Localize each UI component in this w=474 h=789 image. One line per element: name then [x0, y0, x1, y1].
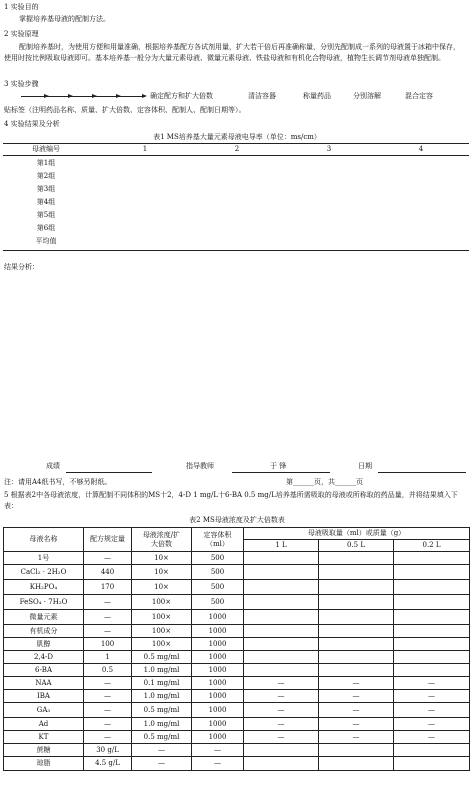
section5-text: 5 根据表2中各母液浓度，计算配制不同体积的MS十2，4-D 1 mg/L十6-BA 0.5 mg/L培养基所需吸取的母液或所称取的药品量，并将结果填入下表：	[4, 491, 458, 510]
t2-cell-amount: —	[84, 677, 132, 690]
table1-header-2: 2	[234, 145, 240, 153]
t2-cell-vol: 1000	[192, 625, 244, 638]
t2-cell-conc: —	[132, 744, 192, 757]
t2-cell-amount: —	[84, 552, 132, 565]
table-row	[4, 677, 470, 690]
t2-cell-amount: 100	[84, 638, 132, 651]
t2-cell-name: 肌醇	[4, 638, 84, 651]
t2-cell-b	[319, 638, 394, 651]
flow-step-3: 称量药品	[303, 92, 331, 100]
t2-cell-a: —	[244, 703, 319, 718]
table1-bottom-rule	[3, 250, 469, 251]
t2-cell-name: CaCl₂ · 2H₂O	[4, 565, 84, 580]
table-row	[4, 638, 470, 651]
t2-cell-vol: 500	[192, 552, 244, 565]
t2-cell-a	[244, 552, 319, 565]
t2-cell-conc: 10×	[132, 552, 192, 565]
table1-row-1: 第1组	[36, 159, 56, 167]
t2-cell-name: 1号	[4, 552, 84, 565]
t2-cell-vol: 1000	[192, 677, 244, 690]
t2-cell-c	[394, 664, 470, 677]
note-text: 注：请用A4纸书写，不够另附纸。	[4, 478, 112, 486]
table-row	[4, 610, 470, 625]
section2-heading: 2 实验原理	[4, 30, 39, 38]
table-row	[4, 703, 470, 718]
t2-cell-b	[319, 610, 394, 625]
flow-step-1: 确定配方和扩大倍数	[150, 92, 213, 100]
teacher-name: 于 锋	[270, 462, 287, 470]
t2-cell-conc: 1.0 mg/ml	[132, 664, 192, 677]
t2-cell-c	[394, 552, 470, 565]
t2-head-amount: 配方规定量	[84, 528, 132, 552]
t2-cell-a: —	[244, 690, 319, 703]
t2-cell-name: 琼脂	[4, 757, 84, 771]
t2-cell-b	[319, 757, 394, 771]
section4-heading: 4 实验结果及分析	[4, 120, 60, 128]
flow-step-2: 清洁容器	[248, 92, 276, 100]
t2-cell-c	[394, 625, 470, 638]
t2-cell-a	[244, 580, 319, 595]
table1-row-6: 第6组	[36, 224, 56, 232]
t2-head-05l: 0.5 L	[319, 540, 394, 552]
t2-cell-a	[244, 664, 319, 677]
t2-cell-c: —	[394, 677, 470, 690]
section2-paragraph: 配制培养基时，为使用方便和用量准确，根据培养基配方各试剂用量，扩大若干倍后再准确称量，分别先配制成一系列的母液置于冰箱中保存，使用时按比例吸取母液即可。基本培养基一般分为大量元素母液、微量元素母液、铁盐母液和有机化合物母液，植物生长调节剂母液单独配制。	[4, 43, 460, 62]
t2-cell-c	[394, 595, 470, 610]
t2-head-1l: 1 L	[244, 540, 319, 552]
t2-cell-name: 蔗糖	[4, 744, 84, 757]
t2-cell-c	[394, 580, 470, 595]
table-row	[4, 664, 470, 677]
table-row	[4, 625, 470, 638]
t2-cell-a	[244, 610, 319, 625]
t2-cell-c: —	[394, 690, 470, 703]
table1-row-5: 第5组	[36, 211, 56, 219]
t2-cell-name: 微量元素	[4, 610, 84, 625]
t2-cell-name: Ad	[4, 718, 84, 731]
t2-cell-vol: 500	[192, 580, 244, 595]
table-row	[4, 731, 470, 744]
t2-cell-amount: 170	[84, 580, 132, 595]
page-count: 第______页，共______页	[286, 478, 363, 486]
t2-cell-conc: 10×	[132, 565, 192, 580]
t2-cell-b	[319, 565, 394, 580]
t2-cell-a: —	[244, 677, 319, 690]
table1-head-rule	[3, 155, 469, 156]
table1-top-rule	[3, 143, 469, 144]
flow-step-5: 混合定容	[405, 92, 433, 100]
t2-cell-name: NAA	[4, 677, 84, 690]
table-row	[4, 565, 470, 580]
t2-cell-a	[244, 595, 319, 610]
t2-cell-name: GA₃	[4, 703, 84, 718]
table2	[3, 527, 470, 771]
t2-cell-conc: 100×	[132, 595, 192, 610]
table-row	[4, 744, 470, 757]
t2-cell-b: —	[319, 731, 394, 744]
t2-cell-a	[244, 757, 319, 771]
table1-header-id: 母液编号	[32, 145, 60, 153]
t2-cell-vol: —	[192, 757, 244, 771]
date-line	[378, 472, 466, 473]
t2-cell-c: —	[394, 703, 470, 718]
t2-cell-amount: 0.5	[84, 664, 132, 677]
t2-cell-name: 有机成分	[4, 625, 84, 638]
t2-cell-b	[319, 580, 394, 595]
t2-cell-c	[394, 757, 470, 771]
t2-cell-c	[394, 565, 470, 580]
table1-header-4: 4	[418, 145, 424, 153]
t2-cell-b	[319, 595, 394, 610]
teacher-label: 指导教师	[186, 462, 214, 470]
t2-cell-conc: 100×	[132, 625, 192, 638]
t2-cell-amount: —	[84, 625, 132, 638]
t2-cell-amount: —	[84, 690, 132, 703]
t2-cell-b	[319, 625, 394, 638]
t2-cell-c: —	[394, 718, 470, 731]
t2-cell-amount: 4.5 g/L	[84, 757, 132, 771]
t2-cell-b	[319, 744, 394, 757]
t2-cell-amount: 30 g/L	[84, 744, 132, 757]
t2-cell-vol: 500	[192, 565, 244, 580]
t2-cell-vol: 1000	[192, 638, 244, 651]
flow-step-6: 贴标签（注明药品名称、质量、扩大倍数、定容体积、配制人、配制日期等）。	[4, 106, 246, 114]
t2-head-02l: 0.2 L	[394, 540, 470, 552]
table1-row-avg: 平均值	[35, 237, 57, 245]
t2-cell-conc: 0.5 mg/ml	[132, 703, 192, 718]
t2-cell-b: —	[319, 703, 394, 718]
t2-cell-amount: —	[84, 731, 132, 744]
t2-cell-conc: 1.0 mg/ml	[132, 718, 192, 731]
t2-head-vol: 定容体积 （ml）	[192, 528, 244, 552]
t2-cell-c: —	[394, 731, 470, 744]
t2-cell-c	[394, 638, 470, 651]
t2-cell-a: —	[244, 731, 319, 744]
section3-heading: 3 实验步骤	[4, 80, 39, 88]
t2-head-name: 母液名称	[4, 528, 84, 552]
t2-cell-vol: 500	[192, 595, 244, 610]
table1-header-1: 1	[142, 145, 148, 153]
t2-cell-vol: —	[192, 744, 244, 757]
t2-cell-name: KH₂PO₄	[4, 580, 84, 595]
t2-cell-amount: —	[84, 703, 132, 718]
t2-cell-b: —	[319, 718, 394, 731]
table1-header-3: 3	[326, 145, 332, 153]
t2-cell-name: IBA	[4, 690, 84, 703]
t2-cell-name: KT	[4, 731, 84, 744]
t2-head-conc: 母液浓度/扩 大倍数	[132, 528, 192, 552]
t2-cell-b	[319, 651, 394, 664]
t2-cell-conc: 0.5 mg/ml	[132, 651, 192, 664]
t2-cell-b: —	[319, 677, 394, 690]
t2-cell-conc: 0.5 mg/ml	[132, 731, 192, 744]
t2-cell-a: —	[244, 718, 319, 731]
t2-cell-amount: 440	[84, 565, 132, 580]
t2-cell-amount: —	[84, 610, 132, 625]
t2-cell-name: 6-BA	[4, 664, 84, 677]
table-row	[4, 690, 470, 703]
table1-caption: 表1 MS培养基大量元素母液电导率（单位：ms/cm）	[153, 133, 321, 141]
table-row	[4, 595, 470, 610]
t2-cell-conc: 0.1 mg/ml	[132, 677, 192, 690]
t2-cell-a	[244, 744, 319, 757]
table-row	[4, 718, 470, 731]
t2-cell-name: FeSO₄ · 7H₂O	[4, 595, 84, 610]
t2-cell-a	[244, 625, 319, 638]
t2-cell-b	[319, 552, 394, 565]
table1-row-2: 第2组	[36, 172, 56, 180]
table-row	[4, 757, 470, 771]
score-label: 成绩	[46, 462, 60, 470]
table1-row-4: 第4组	[36, 198, 56, 206]
t2-cell-amount: —	[84, 595, 132, 610]
t2-cell-a	[244, 638, 319, 651]
t2-cell-c	[394, 744, 470, 757]
teacher-line	[232, 472, 330, 473]
analysis-label: 结果分析：	[4, 263, 39, 271]
table1-row-3: 第3组	[36, 185, 56, 193]
section1-heading: 1 实验目的	[4, 3, 39, 11]
t2-cell-name: 2,4-D	[4, 651, 84, 664]
table-row	[4, 580, 470, 595]
t2-cell-vol: 1000	[192, 664, 244, 677]
table-row	[4, 651, 470, 664]
table2-caption: 表2 MS母液浓度及扩大倍数表	[189, 516, 285, 524]
t2-cell-vol: 1000	[192, 690, 244, 703]
t2-cell-conc: 100×	[132, 610, 192, 625]
t2-cell-c	[394, 610, 470, 625]
t2-cell-vol: 1000	[192, 718, 244, 731]
t2-cell-a	[244, 651, 319, 664]
t2-cell-conc: 100×	[132, 638, 192, 651]
table-row	[4, 552, 470, 565]
t2-head-draw: 母液吸取量（ml）或质量（g）	[244, 528, 470, 540]
t2-cell-conc: 1.0 mg/ml	[132, 690, 192, 703]
t2-cell-conc: 10×	[132, 580, 192, 595]
t2-cell-vol: 1000	[192, 610, 244, 625]
t2-cell-a	[244, 565, 319, 580]
t2-cell-conc: —	[132, 757, 192, 771]
t2-cell-amount: 1	[84, 651, 132, 664]
date-label: 日期	[358, 462, 372, 470]
flow-step-4: 分别溶解	[353, 92, 381, 100]
t2-cell-b	[319, 664, 394, 677]
section1-text: 掌握培养基母液的配制方法。	[19, 15, 110, 23]
t2-cell-amount: —	[84, 718, 132, 731]
t2-cell-vol: 1000	[192, 651, 244, 664]
t2-cell-vol: 1000	[192, 703, 244, 718]
t2-cell-b: —	[319, 690, 394, 703]
score-line	[66, 472, 152, 473]
t2-cell-c	[394, 651, 470, 664]
t2-cell-vol: 1000	[192, 731, 244, 744]
